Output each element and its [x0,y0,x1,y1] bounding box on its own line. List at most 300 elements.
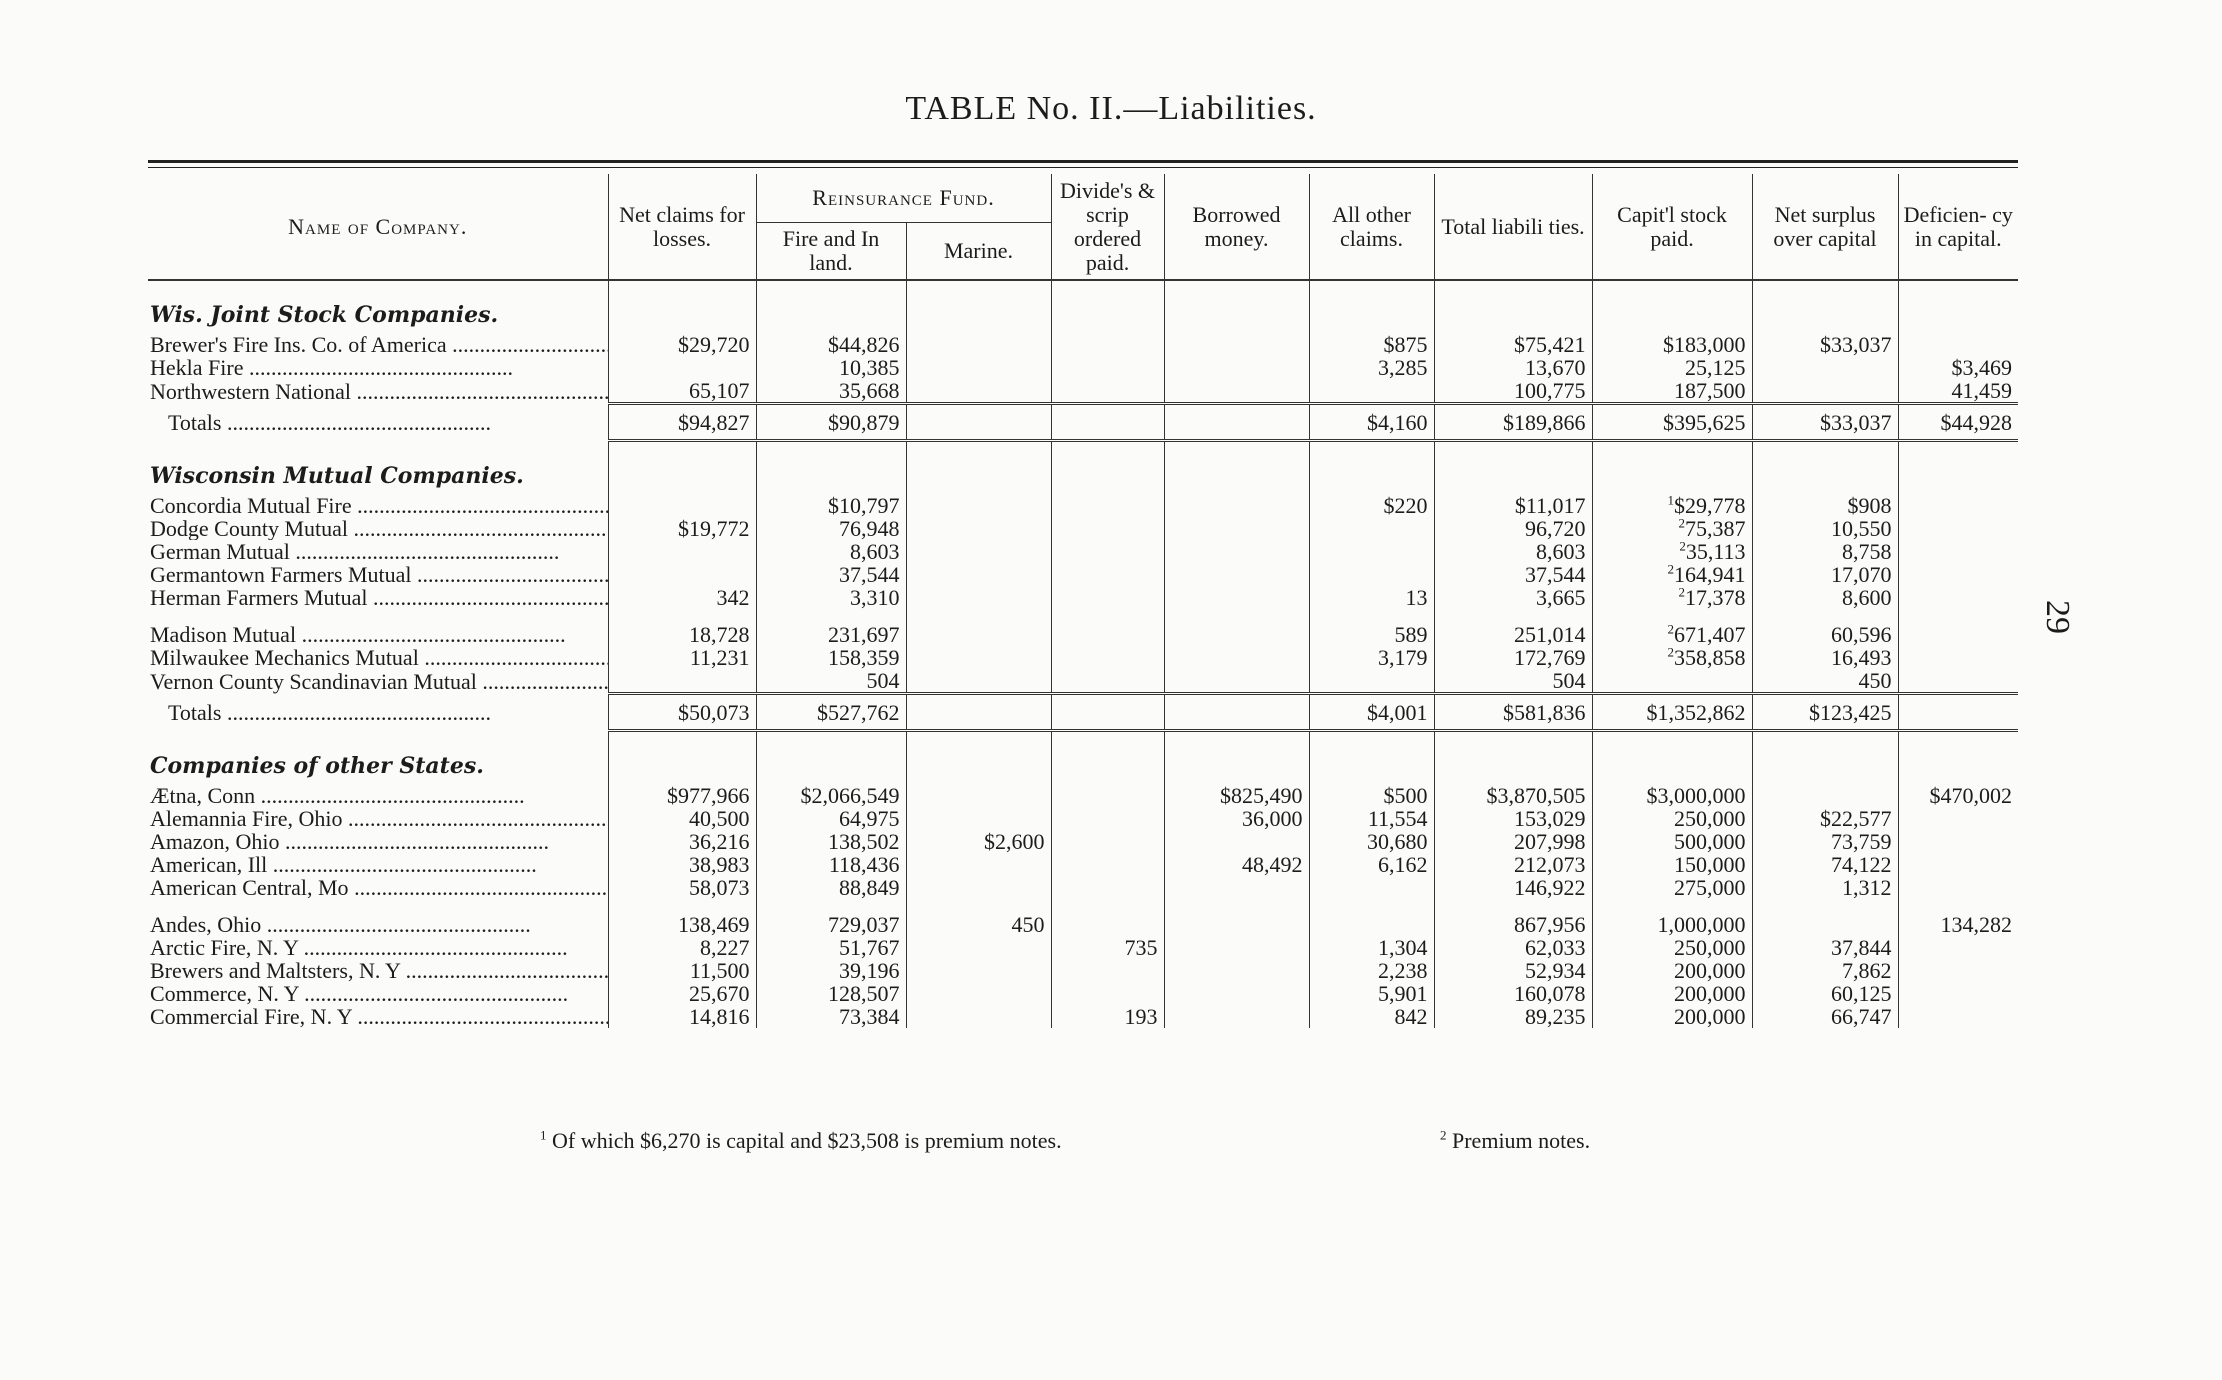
cell-other-claims: 589 [1309,623,1434,646]
cell-total: 96,720 [1434,517,1592,540]
company-name-cell [148,830,608,853]
cell-dividends [1051,586,1164,609]
cell-total: 207,998 [1434,830,1592,853]
cell-marine [906,982,1051,1005]
cell-surplus: 8,758 [1752,540,1898,563]
section-title: Wis. Joint Stock Companies. [150,302,499,328]
capital-value: 35,113 [1685,539,1746,564]
cell-fire-inland: 158,359 [756,646,906,669]
empty-cell [1592,441,1752,495]
cell-dividends [1051,959,1164,982]
cell-surplus: 1,312 [1752,876,1898,899]
cell-capital: 187,500 [1592,379,1752,404]
footnote-reference: 2 [1678,515,1686,531]
cell-fire-inland: 231,697 [756,623,906,646]
cell-capital: 1,000,000 [1592,913,1752,936]
cell-borrowed [1164,646,1309,669]
cell-total: 146,922 [1434,876,1592,899]
company-name: Totals ..... [168,410,491,435]
header-net-surplus: Net surplus over capital [1752,174,1898,280]
company-name: Alemannia Fire, Ohio ..... [150,807,608,830]
table-row [148,959,2018,982]
cell-fire-inland: 118,436 [756,853,906,876]
table-row [148,1005,2018,1028]
cell-capital [1592,517,1752,540]
section-title: Wisconsin Mutual Companies. [150,463,524,489]
cell-deficiency [1898,853,2018,876]
empty-cell [1592,280,1752,333]
table-row [148,333,2018,356]
spacer-cell [608,609,756,623]
empty-cell [756,731,906,785]
footnote-1-mark: 1 [540,1127,547,1143]
cell-borrowed [1164,586,1309,609]
cell-borrowed [1164,959,1309,982]
empty-cell [906,280,1051,333]
cell-surplus [1752,913,1898,936]
empty-cell [756,280,906,333]
cell-marine [906,876,1051,899]
footnote-reference: 2 [1679,538,1686,554]
cell-capital: 25,125 [1592,356,1752,379]
cell-dividends [1051,646,1164,669]
cell-deficiency [1898,982,2018,1005]
liabilities-table [148,174,2018,1028]
empty-cell [1898,280,2018,333]
cell-other-claims: 11,554 [1309,807,1434,830]
cell-net-claims: 36,216 [608,830,756,853]
table-row [148,669,2018,694]
cell-surplus [1752,784,1898,807]
empty-cell [1051,731,1164,785]
cell-fire-inland: 128,507 [756,982,906,1005]
cell-deficiency [1898,494,2018,517]
company-name-cell [148,563,608,586]
capital-value: 164,941 [1674,562,1746,587]
cell-deficiency [1898,807,2018,830]
cell-deficiency [1898,586,2018,609]
cell-borrowed [1164,494,1309,517]
company-name-cell [148,784,608,807]
empty-cell [1898,731,2018,785]
cell-marine [906,1005,1051,1028]
cell-dividends [1051,333,1164,356]
cell-total: $3,870,505 [1434,784,1592,807]
totals-row [148,694,2018,731]
cell-deficiency [1898,646,2018,669]
cell-other-claims: 1,304 [1309,936,1434,959]
company-name-cell [148,982,608,1005]
header-other-claims: All other claims. [1309,174,1434,280]
cell-dividends: 735 [1051,936,1164,959]
company-name-cell [148,586,608,609]
company-name: Concordia Mutual Fire ..... [150,494,608,517]
cell-capital [1592,586,1752,609]
cell-borrowed: $825,490 [1164,784,1309,807]
cell-total: $11,017 [1434,494,1592,517]
spacer-cell [148,609,608,623]
empty-cell [1051,441,1164,495]
cell-other-claims: $875 [1309,333,1434,356]
cell-capital: $183,000 [1592,333,1752,356]
company-name: Brewers and Maltsters, N. Y ..... [150,959,608,982]
cell-other-claims: $4,160 [1309,404,1434,441]
cell-capital [1592,646,1752,669]
cell-marine [906,694,1051,731]
cell-fire-inland: 88,849 [756,876,906,899]
cell-net-claims [608,540,756,563]
spacer-cell [1051,899,1164,913]
cell-other-claims [1309,913,1434,936]
company-name: Commercial Fire, N. Y ..... [150,1005,608,1028]
footnote-reference: 1 [1667,492,1675,508]
spacer-cell [1898,609,2018,623]
spacer-cell [1434,899,1592,913]
cell-marine [906,563,1051,586]
capital-value: $29,778 [1674,493,1746,518]
table-row [148,807,2018,830]
section-heading-row [148,731,2018,785]
cell-other-claims [1309,876,1434,899]
cell-borrowed [1164,913,1309,936]
header-name: Name of Company. [148,174,608,280]
cell-capital: $3,000,000 [1592,784,1752,807]
footnote-reference: 2 [1667,561,1675,577]
cell-fire-inland: 35,668 [756,379,906,404]
cell-deficiency [1898,936,2018,959]
cell-dividends [1051,517,1164,540]
empty-cell [1309,731,1434,785]
cell-borrowed [1164,982,1309,1005]
cell-net-claims: 11,231 [608,646,756,669]
company-name: Milwaukee Mechanics Mutual ..... [150,646,608,669]
cell-net-claims: $50,073 [608,694,756,731]
cell-fire-inland: 138,502 [756,830,906,853]
cell-dividends [1051,623,1164,646]
cell-total: $581,836 [1434,694,1592,731]
cell-other-claims: $500 [1309,784,1434,807]
footnote-reference: 2 [1678,584,1686,600]
company-name-cell [148,494,608,517]
cell-fire-inland: 64,975 [756,807,906,830]
spacer-cell [1592,899,1752,913]
company-name-cell [148,356,608,379]
cell-fire-inland: 37,544 [756,563,906,586]
empty-cell [1051,280,1164,333]
header-capital-stock: Capit'l stock paid. [1592,174,1752,280]
cell-borrowed [1164,830,1309,853]
cell-surplus: $123,425 [1752,694,1898,731]
table-row [148,563,2018,586]
cell-total: $189,866 [1434,404,1592,441]
footnotes [540,1128,1940,1154]
cell-fire-inland: 504 [756,669,906,694]
empty-cell [1164,280,1309,333]
cell-marine [906,784,1051,807]
capital-value: 75,387 [1685,516,1746,541]
cell-total: 251,014 [1434,623,1592,646]
spacer-cell [1752,609,1898,623]
cell-total: 172,769 [1434,646,1592,669]
spacer-row [148,899,2018,913]
cell-surplus: 60,596 [1752,623,1898,646]
company-name-cell [148,623,608,646]
cell-borrowed [1164,517,1309,540]
cell-fire-inland: 76,948 [756,517,906,540]
footnote-2-text: Premium notes. [1452,1128,1591,1153]
table-body [148,280,2018,1028]
cell-marine [906,623,1051,646]
cell-total: 160,078 [1434,982,1592,1005]
cell-net-claims: 8,227 [608,936,756,959]
table-row [148,853,2018,876]
cell-net-claims [608,563,756,586]
table-row [148,586,2018,609]
company-name: German Mutual ..... [150,540,559,563]
cell-total: 212,073 [1434,853,1592,876]
empty-cell [756,441,906,495]
cell-net-claims [608,494,756,517]
cell-net-claims: $29,720 [608,333,756,356]
company-name: Dodge County Mutual ..... [150,517,608,540]
cell-net-claims: 25,670 [608,982,756,1005]
company-name-cell [148,333,608,356]
cell-dividends [1051,784,1164,807]
spacer-cell [148,899,608,913]
table-row [148,876,2018,899]
cell-other-claims: 842 [1309,1005,1434,1028]
cell-other-claims: 6,162 [1309,853,1434,876]
cell-total: 153,029 [1434,807,1592,830]
cell-borrowed [1164,563,1309,586]
company-name-cell [148,853,608,876]
cell-other-claims: 13 [1309,586,1434,609]
cell-dividends [1051,669,1164,694]
table-row [148,540,2018,563]
cell-dividends [1051,540,1164,563]
empty-cell [608,731,756,785]
cell-marine [906,936,1051,959]
cell-capital: 500,000 [1592,830,1752,853]
liabilities-table-container [148,160,2018,1028]
cell-marine [906,356,1051,379]
cell-dividends [1051,982,1164,1005]
cell-net-claims: 138,469 [608,913,756,936]
cell-marine [906,379,1051,404]
cell-other-claims [1309,517,1434,540]
cell-marine [906,517,1051,540]
capital-value: 17,378 [1685,585,1746,610]
company-name: Brewer's Fire Ins. Co. of America ..... [150,333,608,356]
cell-dividends [1051,494,1164,517]
cell-marine: 450 [906,913,1051,936]
cell-total: 52,934 [1434,959,1592,982]
table-row [148,830,2018,853]
cell-deficiency [1898,694,2018,731]
cell-net-claims [608,356,756,379]
cell-other-claims [1309,669,1434,694]
cell-net-claims: 14,816 [608,1005,756,1028]
spacer-cell [1434,609,1592,623]
header-total-liabilities: Total liabili ties. [1434,174,1592,280]
cell-borrowed [1164,1005,1309,1028]
cell-surplus: $908 [1752,494,1898,517]
cell-deficiency [1898,830,2018,853]
empty-cell [1434,441,1592,495]
company-name-cell [148,694,608,731]
company-name-cell [148,540,608,563]
cell-total: 37,544 [1434,563,1592,586]
totals-row [148,404,2018,441]
cell-marine [906,494,1051,517]
table-row [148,356,2018,379]
cell-net-claims: 38,983 [608,853,756,876]
cell-dividends [1051,876,1164,899]
table-row [148,913,2018,936]
cell-borrowed [1164,404,1309,441]
header-net-claims: Net claims for losses. [608,174,756,280]
cell-surplus: 450 [1752,669,1898,694]
cell-other-claims: 3,179 [1309,646,1434,669]
cell-dividends [1051,694,1164,731]
table-row [148,623,2018,646]
company-name: Ætna, Conn ..... [150,784,525,807]
cell-surplus: 17,070 [1752,563,1898,586]
table-title: TABLE No. II.—Liabilities. [905,90,1317,127]
table-row [148,936,2018,959]
footnote-1 [540,1128,1062,1153]
section-title: Companies of other States. [150,753,484,779]
cell-capital: 200,000 [1592,982,1752,1005]
cell-net-claims [608,669,756,694]
cell-marine [906,586,1051,609]
table-row [148,517,2018,540]
cell-fire-inland: 8,603 [756,540,906,563]
spacer-cell [608,899,756,913]
cell-net-claims: 342 [608,586,756,609]
spacer-cell [1309,609,1434,623]
capital-value: 358,858 [1674,645,1746,670]
cell-capital: 150,000 [1592,853,1752,876]
cell-capital [1592,623,1752,646]
cell-total: 62,033 [1434,936,1592,959]
cell-other-claims: $220 [1309,494,1434,517]
company-name-cell [148,379,608,404]
company-name-cell [148,913,608,936]
cell-fire-inland: $10,797 [756,494,906,517]
company-name-cell [148,669,608,694]
cell-surplus [1752,356,1898,379]
cell-net-claims: 65,107 [608,379,756,404]
empty-cell [1309,441,1434,495]
empty-cell [1164,731,1309,785]
cell-total: 504 [1434,669,1592,694]
cell-surplus: 60,125 [1752,982,1898,1005]
cell-fire-inland: $44,826 [756,333,906,356]
company-name-cell [148,646,608,669]
cell-fire-inland: $90,879 [756,404,906,441]
empty-cell [1752,280,1898,333]
cell-surplus [1752,379,1898,404]
spacer-cell [906,609,1051,623]
cell-other-claims: $4,001 [1309,694,1434,731]
spacer-row [148,609,2018,623]
empty-cell [608,280,756,333]
cell-surplus: 16,493 [1752,646,1898,669]
cell-fire-inland: 39,196 [756,959,906,982]
cell-marine [906,333,1051,356]
company-name: Andes, Ohio ..... [150,913,531,936]
spacer-cell [1752,899,1898,913]
cell-borrowed [1164,356,1309,379]
cell-surplus: 10,550 [1752,517,1898,540]
cell-other-claims: 2,238 [1309,959,1434,982]
empty-cell [1592,731,1752,785]
cell-deficiency [1898,517,2018,540]
cell-borrowed: 48,492 [1164,853,1309,876]
section-heading-row [148,441,2018,495]
cell-other-claims [1309,540,1434,563]
cell-fire-inland: 10,385 [756,356,906,379]
cell-borrowed: 36,000 [1164,807,1309,830]
footnote-1-text: Of which $6,270 is capital and $23,508 is premium notes. [552,1128,1062,1153]
cell-total: 89,235 [1434,1005,1592,1028]
cell-dividends [1051,356,1164,379]
company-name: American, Ill ..... [150,853,537,876]
top-double-rule [148,160,2018,168]
cell-total: 13,670 [1434,356,1592,379]
cell-fire-inland: $527,762 [756,694,906,731]
cell-fire-inland: 51,767 [756,936,906,959]
footnote-reference: 2 [1667,621,1675,637]
cell-fire-inland: 73,384 [756,1005,906,1028]
company-name-cell [148,936,608,959]
company-name: Amazon, Ohio ..... [150,830,549,853]
cell-dividends [1051,563,1164,586]
company-name: Hekla Fire ..... [150,356,513,379]
header-row-1 [148,174,2018,223]
cell-capital [1592,494,1752,517]
cell-other-claims: 5,901 [1309,982,1434,1005]
cell-surplus: 37,844 [1752,936,1898,959]
cell-deficiency [1898,333,2018,356]
empty-cell [608,441,756,495]
cell-total: 8,603 [1434,540,1592,563]
cell-deficiency: $3,469 [1898,356,2018,379]
cell-borrowed [1164,623,1309,646]
cell-deficiency [1898,1005,2018,1028]
company-name-cell [148,517,608,540]
cell-net-claims: 40,500 [608,807,756,830]
cell-borrowed [1164,669,1309,694]
cell-capital: $395,625 [1592,404,1752,441]
cell-marine [906,404,1051,441]
cell-borrowed [1164,936,1309,959]
cell-deficiency [1898,540,2018,563]
cell-deficiency: $44,928 [1898,404,2018,441]
table-row [148,379,2018,404]
cell-capital [1592,669,1752,694]
cell-capital: $1,352,862 [1592,694,1752,731]
empty-cell [1752,441,1898,495]
cell-capital: 250,000 [1592,807,1752,830]
company-name: Vernon County Scandinavian Mutual ..... [150,669,608,694]
header-borrowed: Borrowed money. [1164,174,1309,280]
cell-fire-inland: $2,066,549 [756,784,906,807]
company-name: Arctic Fire, N. Y ..... [150,936,568,959]
cell-marine [906,669,1051,694]
cell-marine: $2,600 [906,830,1051,853]
